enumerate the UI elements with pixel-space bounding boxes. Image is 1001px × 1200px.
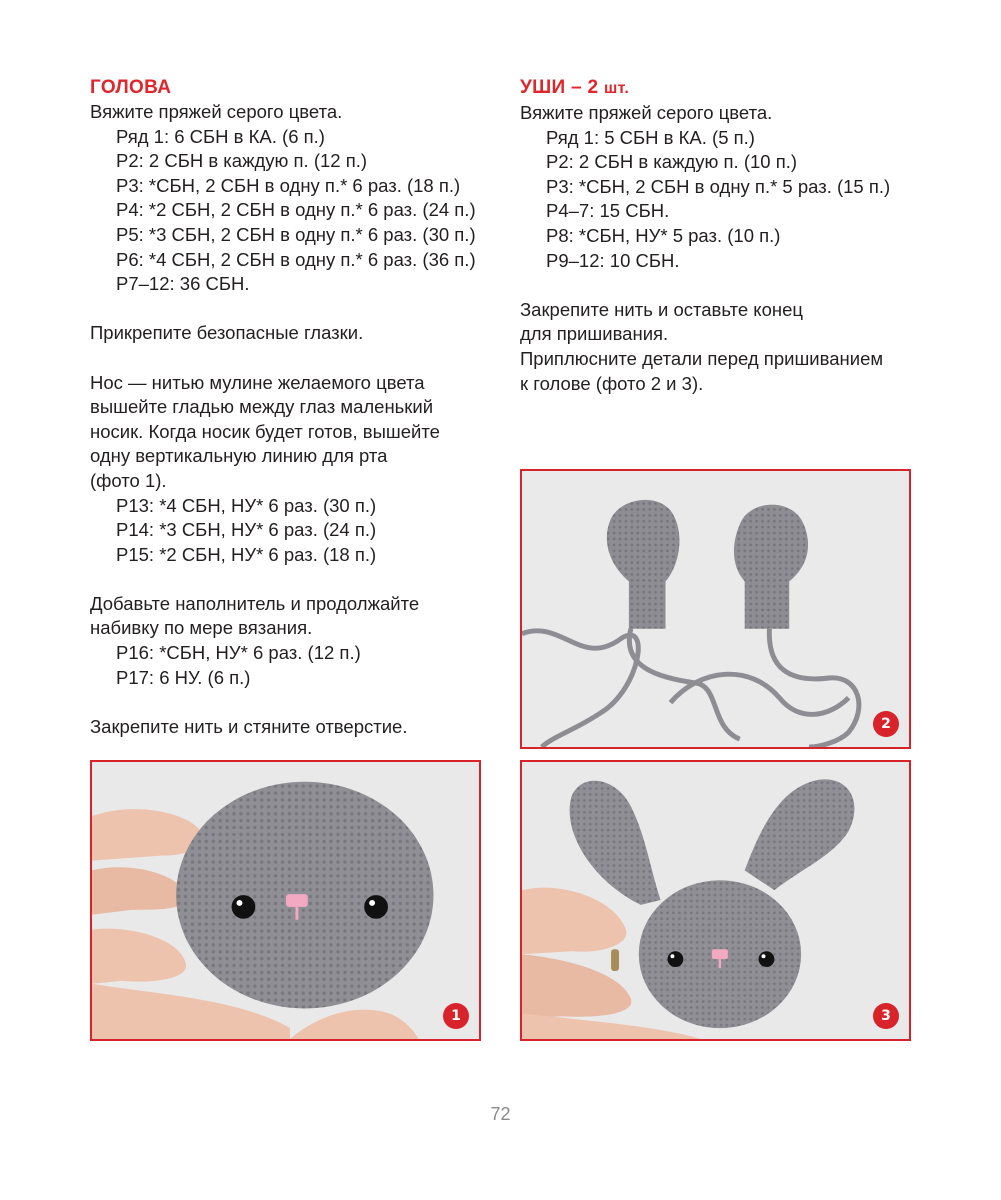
pattern-row: Р16: *СБН, НУ* 6 раз. (12 п.) xyxy=(116,642,361,664)
pattern-row: Р5: *3 СБН, 2 СБН в одну п.* 6 раз. (30 п.) xyxy=(116,223,476,245)
pattern-row: Р8: *СБН, НУ* 5 раз. (10 п.) xyxy=(546,224,781,246)
pattern-row: Р4–7: 15 СБН. xyxy=(546,200,670,222)
stuffing-instruction-line: набивку по мере вязания. xyxy=(90,617,313,639)
page-number: 72 xyxy=(490,1104,511,1124)
pattern-row: Р13: *4 СБН, НУ* 6 раз. (30 п.) xyxy=(116,494,377,516)
pattern-row: Р2: 2 СБН в каждую п. (12 п.) xyxy=(116,150,368,172)
nose-instruction-line: носик. Когда носик будет готов, вышейте xyxy=(90,420,440,442)
photo-3-badge: 3 xyxy=(873,1003,899,1029)
ears-finish-line: Приплюсните детали перед пришиванием xyxy=(520,347,884,369)
ears-title-text: УШИ – 2 xyxy=(520,77,599,98)
ears-intro: Вяжите пряжей серого цвета. xyxy=(520,102,773,123)
head-illustration xyxy=(92,762,479,1039)
eye-right xyxy=(759,951,775,967)
ears-title-suffix: шт. xyxy=(603,80,630,97)
nose-shape xyxy=(712,949,728,959)
pattern-row: Р6: *4 СБН, 2 СБН в одну п.* 6 раз. (36 п.) xyxy=(116,248,476,270)
eye-left xyxy=(232,895,256,919)
pattern-row: Р2: 2 СБН в каждую п. (10 п.) xyxy=(546,151,798,173)
pattern-row: Р7–12: 36 СБН. xyxy=(116,273,250,295)
photo-1-badge: 1 xyxy=(443,1003,469,1029)
pattern-row: Р3: *СБН, 2 СБН в одну п.* 5 раз. (15 п.) xyxy=(546,175,891,197)
ears-finish-line: к голове (фото 2 и 3). xyxy=(520,372,704,394)
nose-shape xyxy=(286,894,308,907)
pattern-row: Р17: 6 НУ. (6 п.) xyxy=(116,666,251,688)
ears-section xyxy=(520,76,930,396)
eye-left xyxy=(667,951,683,967)
head-intro: Вяжите пряжей серого цвета. xyxy=(90,101,343,122)
nose-instruction-line: (фото 1). xyxy=(90,469,167,491)
finish-instruction: Закрепите нить и стяните отверстие. xyxy=(90,715,408,737)
stuffing-instruction-line: Добавьте наполнитель и продолжайте xyxy=(90,592,420,614)
ears-finish-line: для пришивания. xyxy=(520,323,669,345)
ears-illustration xyxy=(522,471,909,747)
head-section xyxy=(90,76,490,739)
pattern-row: Ряд 1: 5 СБН в КА. (5 п.) xyxy=(546,126,755,148)
nose-instruction-line: Нос — нитью мулине желаемого цвета xyxy=(90,371,425,393)
ears-finish-line: Закрепите нить и оставьте конец xyxy=(520,298,803,320)
pattern-row: Р14: *3 СБН, НУ* 6 раз. (24 п.) xyxy=(116,519,377,541)
nose-instruction-line: одну вертикальную линию для рта xyxy=(90,445,388,467)
eye-right xyxy=(364,895,388,919)
photo-1-head xyxy=(90,760,481,1041)
photo-2-badge: 2 xyxy=(873,711,899,737)
pattern-row: Р3: *СБН, 2 СБН в одну п.* 6 раз. (18 п.) xyxy=(116,174,461,196)
pattern-row: Р15: *2 СБН, НУ* 6 раз. (18 п.) xyxy=(116,543,377,565)
bunny-illustration xyxy=(522,762,909,1039)
nose-instruction-line: вышейте гладью между глаз маленький xyxy=(90,396,434,418)
head-title: ГОЛОВА xyxy=(90,77,172,98)
eyes-instruction: Прикрепите безопасные глазки. xyxy=(90,322,364,344)
photo-3-bunny xyxy=(520,760,911,1041)
pattern-row: Р9–12: 10 СБН. xyxy=(546,249,680,271)
photo-2-ears xyxy=(520,469,911,749)
pattern-row: Р4: *2 СБН, 2 СБН в одну п.* 6 раз. (24 п.) xyxy=(116,199,476,221)
pattern-row: Ряд 1: 6 СБН в КА. (6 п.) xyxy=(116,125,325,147)
ears-title xyxy=(520,76,930,101)
